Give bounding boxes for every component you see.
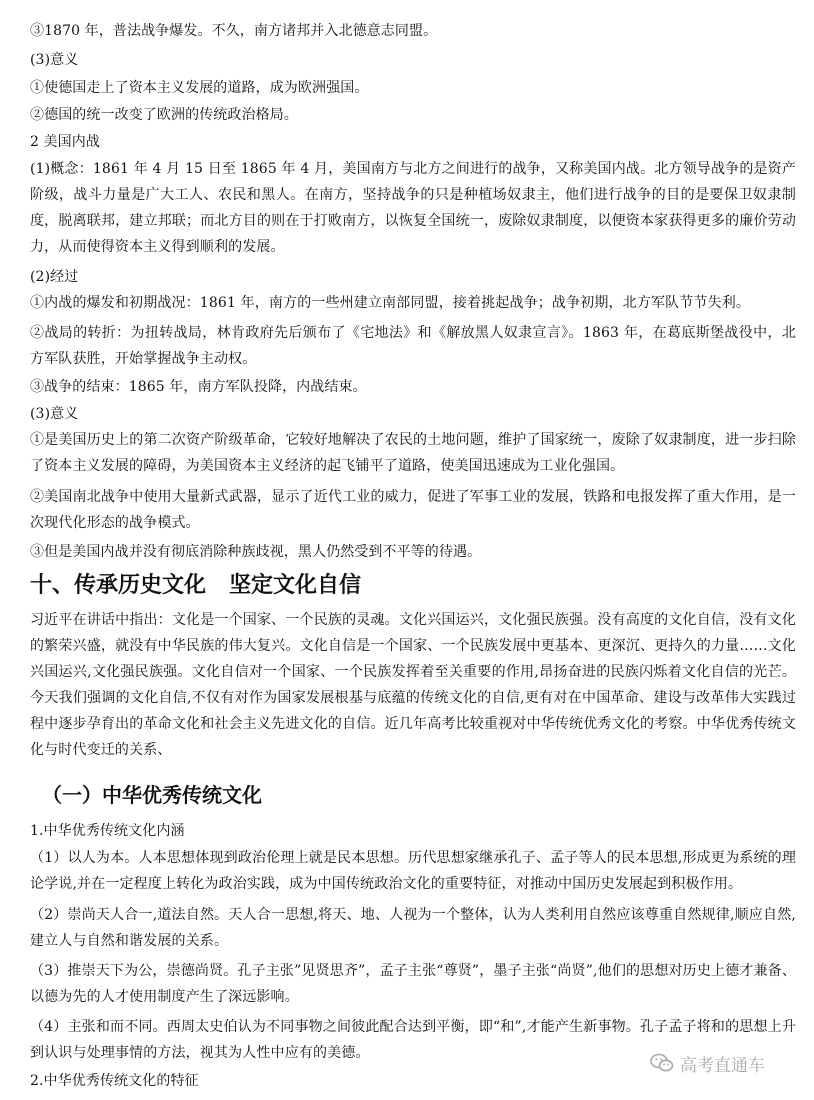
paragraph: （4）主张和而不同。西周太史伯认为不同事物之间彼此配合达到平衡，即“和”,才能产生新事物。孔子孟子将和的思想上升到认识与处理事情的方法，视其为人性中应有的美德。 — [30, 1019, 796, 1061]
paragraph: ①内战的爆发和初期战况：1861 年，南方的一些州建立南部同盟，接着挑起战争；战争初期，北方军队节节失利。 — [30, 295, 751, 311]
text-line: ①使德国走上了资本主义发展的道路，成为欧洲强国。 — [30, 80, 369, 96]
paragraph: （3）推崇天下为公，崇德尚贤。孔子主张”见贤思齐”，孟子主张“尊贤”，墨子主张“尚贤”,他们的思想对历史上德才兼备、以德为先的人才使用制度产生了深远影响。 — [30, 963, 796, 1005]
section-title: 2 美国内战 — [30, 134, 100, 150]
paragraph: 习近平在讲话中指出：文化是一个国家、一个民族的灵魂。文化兴国运兴，文化强民族强。没有高度的文化自信，没有文化的繁荣兴盛，就没有中华民族的伟大复兴。文化自信是一个国家、一个民族发展中更基本、更深沉、更持久的力量……文化兴国运兴,文化强民族强。文化自信对一个国家、一个民族发挥着至关重要的作用,昂扬奋进的民族闪烁着文化自信的光芒。今天我们强调的文化自信,不仅有对作为国家发展根基与底蕴的传统文化的自信,更有对在中国革命、建设与改革伟大实践过程中逐步孕育出的革命文化和社会主义先进文化的自信。近几年高考比较重视对中华传统优秀文化的考察。中华优秀传统文化与时代变迁的关系、 — [30, 612, 796, 758]
paragraph: ②美国南北战争中使用大量新式武器，显示了近代工业的威力，促进了军事工业的发展，铁路和电报发挥了重大作用，是一次现代化形态的战争模式。 — [30, 489, 796, 531]
item-title: 2.中华优秀传统文化的特征 — [30, 1073, 199, 1089]
wechat-icon — [650, 1053, 674, 1073]
chapter-heading: 十、传承历史文化 坚定文化自信 — [30, 573, 361, 598]
paragraph: (1)概念：1861 年 4 月 15 日至 1865 年 4 月，美国南方与北方之间进行的战争，又称美国内战。北方领导战争的是资产阶级，战斗力量是广大工人、农民和黑人。在南方，坚持战争的只是种植场奴隶主，他们进行战争的目的是要保卫奴隶制度，脱离联邦，建立邦联；而北方目的则在于打败南方，以恢复全国统一，废除奴隶制度，以便资本家获得更多的廉价劳动力，从而使得资本主义得到顺利的发展。 — [30, 161, 796, 255]
section-label: (3)意义 — [30, 52, 79, 68]
text-line: ③战争的结束：1865 年，南方军队投降，内战结束。 — [30, 379, 367, 395]
paragraph: （1）以人为本。人本思想体现到政治伦理上就是民本思想。历代思想家继承孔子、孟子等人的民本思想,形成更为系统的理论学说,并在一定程度上转化为政治实践，成为中国传统政治文化的重要特征，对推动中国历史发展起到积极作用。 — [30, 850, 796, 892]
section-label: (3)意义 — [30, 406, 79, 422]
paragraph: ②战局的转折：为扭转战局，林肯政府先后颁布了《宅地法》和《解放黑人奴隶宣言》。1863 年，在葛底斯堡战役中，北方军队获胜，开始掌握战争主动权。 — [30, 325, 796, 367]
paragraph: （2）崇尚天人合一,道法自然。天人合一思想,将天、地、人视为一个整体，认为人类利用自然应该尊重自然规律,顺应自然,建立人与自然和谐发展的关系。 — [30, 907, 796, 949]
watermark-text: 高考直通车 — [680, 1055, 765, 1076]
item-title: 1.中华优秀传统文化内涵 — [30, 823, 185, 839]
watermark — [650, 1050, 790, 1076]
subsection-heading: （一）中华优秀传统文化 — [42, 783, 262, 807]
text-line: ③1870 年，普法战争爆发。不久，南方诸邦并入北德意志同盟。 — [30, 23, 438, 39]
text-line: ②德国的统一改变了欧洲的传统政治格局。 — [30, 107, 298, 123]
paragraph: ①是美国历史上的第二次资产阶级革命，它较好地解决了农民的土地问题，维护了国家统一，废除了奴隶制度，进一步扫除了资本主义发展的障碍，为美国资本主义经济的起飞铺平了道路，使美国迅速成为工业化强国。 — [30, 432, 796, 474]
section-label: (2)经过 — [30, 269, 79, 285]
text-line: ③但是美国内战并没有彻底消除种族歧视，黑人仍然受到不平等的待遇。 — [30, 544, 482, 560]
